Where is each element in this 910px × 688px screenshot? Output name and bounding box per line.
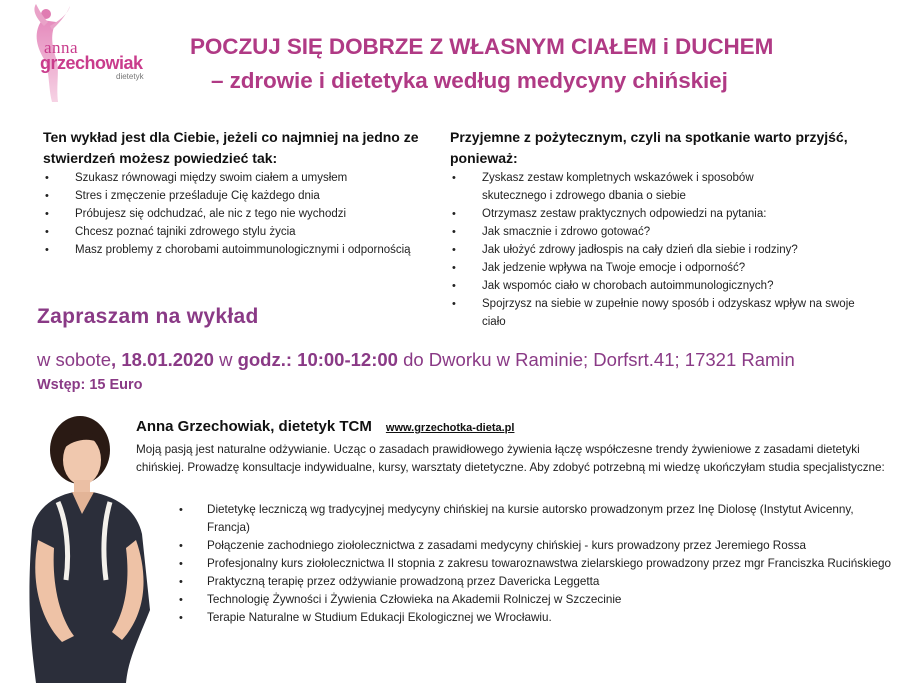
author-description: Moją pasją jest naturalne odżywianie. Ucząc o zasadach prawidłowego żywienia łączę współczesne trendy żywieniowe z zasadami dietetyki chińskiej. Prowadzę konsultacje indywidualne, kursy, warsztaty dietetyczne. Aby zdobyć potrzebną mi wiedzę ukończyłam studia specjalistyczne:: [136, 443, 885, 474]
left-column: [43, 127, 443, 259]
logo: [30, 4, 170, 104]
list-item: • Profesjonalny kurs ziołolecznictwa II stopnia z zakresu towaroznawstwa zielarskiego prowadzony przez mgr Franciszka Rucińskiego: [177, 555, 892, 573]
event-date: , 18.01.2020: [111, 349, 220, 370]
event-details: [37, 349, 795, 371]
list-item: • Spojrzysz na siebie w zupełnie nowy sposób i odzyskasz wpływ na swoje ciało: [450, 295, 867, 331]
author-qualifications: [177, 501, 892, 627]
list-item: • Jak wspomóc ciało w chorobach autoimmunologicznych?: [450, 277, 870, 295]
list-item: • Praktyczną terapię przez odżywianie prowadzoną przez Davericka Leggetta: [177, 573, 892, 591]
list-item: • Masz problemy z chorobami autoimmunologicznymi i odpornością: [43, 241, 420, 259]
list-item: • Zyskasz zestaw kompletnych wskazówek i sposobów skutecznego i zdrowego dbania o siebie: [450, 169, 812, 205]
list-item: • Jak smacznie i zdrowo gotować?: [450, 223, 870, 241]
right-column-list: [450, 169, 870, 331]
list-item: • Chcesz poznać tajniki zdrowego stylu życia: [43, 223, 443, 241]
page-title-line-1: POCZUJ SIĘ DOBRZE Z WŁASNYM CIAŁEM i DUCHEM: [190, 34, 774, 59]
invite-heading: Zapraszam na wykład: [37, 305, 259, 328]
list-item: • Stres i zmęczenie prześladuje Cię każdego dnia: [43, 187, 443, 205]
author-name: Anna Grzechowiak, dietetyk TCM: [136, 418, 372, 435]
list-item: • Otrzymasz zestaw praktycznych odpowiedzi na pytania:: [450, 205, 870, 223]
entry-fee: Wstęp: 15 Euro: [37, 377, 143, 393]
left-column-list: [43, 169, 443, 259]
logo-subtitle: dietetyk: [116, 72, 144, 81]
right-column-heading: Przyjemne z pożytecznym, czyli na spotkanie warto przyjść, ponieważ:: [450, 129, 848, 166]
logo-last-name: grzechowiak: [40, 53, 143, 73]
logo-first-name: anna: [44, 38, 79, 57]
page-title-line-2: – zdrowie i dietetyka według medycyny chińskiej: [211, 68, 728, 93]
list-item: • Jak ułożyć zdrowy jadłospis na cały dzień dla siebie i rodziny?: [450, 241, 870, 259]
event-middle: w: [219, 349, 238, 370]
list-item: • Technologię Żywności i Żywienia Człowieka na Akademii Rolniczej w Szczecinie: [177, 591, 892, 609]
author-website-link[interactable]: www.grzechotka-dieta.pl: [385, 422, 515, 434]
event-place: do Dworku w Raminie; Dorfsrt.41; 17321 Ramin: [397, 349, 795, 370]
list-item: • Szukasz równowagi między swoim ciałem a umysłem: [43, 169, 443, 187]
right-column: [450, 127, 870, 331]
list-item: • Jak jedzenie wpływa na Twoje emocje i odporność?: [450, 259, 870, 277]
event-time: godz.: 10:00-12:00: [237, 349, 398, 370]
list-item: • Terapie Naturalne w Studium Edukacji Ekologicznej we Wrocławiu.: [177, 609, 892, 627]
event-prefix: w sobote: [37, 349, 112, 370]
list-item: • Próbujesz się odchudzać, ale nic z tego nie wychodzi: [43, 205, 443, 223]
list-item: • Dietetykę leczniczą wg tradycyjnej medycyny chińskiej na kursie autorsko prowadzonym przez Inę Diolosę (Instytut Avicenny, Francja): [177, 501, 892, 537]
author-bio: [136, 418, 896, 477]
list-item: • Połączenie zachodniego ziołolecznictwa z zasadami medycyny chińskiej - kurs prowadzony przez Jeremiego Rossa: [177, 537, 892, 555]
left-column-heading: Ten wykład jest dla Ciebie, jeżeli co najmniej na jedno ze stwierdzeń możesz powiedzieć tak:: [43, 129, 419, 166]
